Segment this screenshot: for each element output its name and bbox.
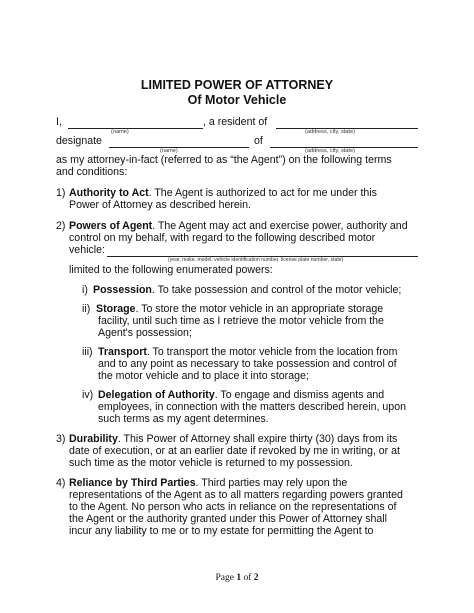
item-2-heading: Powers of Agent <box>69 220 153 232</box>
item-3-line-1: Durability. This Power of Attorney shall expire thirty (30) days from its <box>69 433 398 445</box>
document-title: LIMITED POWER OF ATTORNEY <box>140 78 334 92</box>
sub-2-line-2: facility, until such time as I retrieve the motor vehicle from the <box>98 315 384 327</box>
item-2-line-3: vehicle: <box>69 244 105 256</box>
item-1-number: 1) <box>56 187 66 199</box>
document-subtitle: Of Motor Vehicle <box>187 93 287 107</box>
sub-4-line-3: such terms as my agent determines. <box>98 413 269 425</box>
item-1-heading: Authority to Act <box>69 187 149 199</box>
sub-2-line-1: Storage. To store the motor vehicle in an appropriate storage <box>96 303 384 315</box>
sub-2-heading: Storage <box>96 303 136 315</box>
name-caption-2: (name) <box>160 148 178 154</box>
intro-line-1: as my attorney-in-fact (referred to as “the Agent”) on the following terms <box>56 154 392 166</box>
item-4-line-1: Reliance by Third Parties. Third parties may rely upon the <box>69 477 348 489</box>
sub-3-heading: Transport <box>98 346 147 358</box>
sub-3-number: iii) <box>82 346 93 358</box>
item-1-line-1: Authority to Act. The Agent is authorized to act for me under this <box>69 187 377 199</box>
item-2-line-4: limited to the following enumerated powers: <box>69 264 273 276</box>
sub-3-line-2: and to any point as necessary to take possession and control of <box>98 358 397 370</box>
item-4-line-2: representations of the Agent as to all matters regarding powers granted <box>69 489 403 501</box>
item-3-line-3: such time as the motor vehicle is returned to my possession. <box>69 457 353 469</box>
sub-4-line-2: employees, in connection with the matters described herein, upon <box>98 401 406 413</box>
sub-1-line-1: Possession. To take possession and control of the motor vehicle; <box>93 284 402 296</box>
item-3-heading: Durability <box>69 433 118 445</box>
intro-resident-of: , a resident of <box>203 116 268 128</box>
page-total: 2 <box>253 573 259 583</box>
intro-designate: designate <box>56 135 102 147</box>
intro-i-label: I, <box>56 116 62 128</box>
sub-4-heading: Delegation of Authority <box>98 389 215 401</box>
item-2-line-2: control on my behalf, with regard to the following described motor <box>69 232 376 244</box>
sub-3-line-3: the motor vehicle and to place it into storage; <box>98 370 309 382</box>
item-2-number: 2) <box>56 220 66 232</box>
sub-4-number: iv) <box>82 389 94 401</box>
item-4-number: 4) <box>56 477 66 489</box>
sub-1-number: i) <box>82 284 88 296</box>
vehicle-caption: (year, make, model, vehicle identification number, license plate number, state) <box>168 257 344 263</box>
item-3-line-2: date of execution, or at an earlier date if revoked by me in writing, or at <box>69 445 400 457</box>
sub-2-line-3: Agent's possession; <box>98 327 192 339</box>
intro-line-2: and conditions: <box>56 166 128 178</box>
sub-1-heading: Possession <box>93 284 152 296</box>
sub-2-number: ii) <box>82 303 91 315</box>
item-4-line-3: to the Agent. No person who acts in reliance on the representations of <box>69 501 397 513</box>
sub-4-line-1: Delegation of Authority. To engage and dismiss agents and <box>98 389 385 401</box>
page-number: 1 <box>236 573 242 583</box>
item-4-heading: Reliance by Third Parties <box>69 477 196 489</box>
item-4-line-4: the Agent or the authority granted under this Power of Attorney shall <box>69 513 388 525</box>
item-1-line-2: Power of Attorney as described herein. <box>69 199 251 211</box>
address-caption-1: (address, city, state) <box>305 129 355 135</box>
agent-name-blank[interactable] <box>109 147 249 148</box>
item-2-line-1: Powers of Agent. The Agent may act and exercise power, authority and <box>69 220 408 232</box>
intro-of: of <box>254 135 263 147</box>
page-footer: Page 1 of 2 <box>215 573 259 583</box>
item-4-line-5: incur any liability to me or to my estate for permitting the Agent to <box>69 525 374 537</box>
name-caption-1: (name) <box>111 129 129 135</box>
sub-3-line-1: Transport. To transport the motor vehicle from the location from <box>98 346 398 358</box>
address-caption-2: (address, city, state) <box>305 148 355 154</box>
item-3-number: 3) <box>56 433 66 445</box>
principal-name-blank[interactable] <box>68 128 203 129</box>
